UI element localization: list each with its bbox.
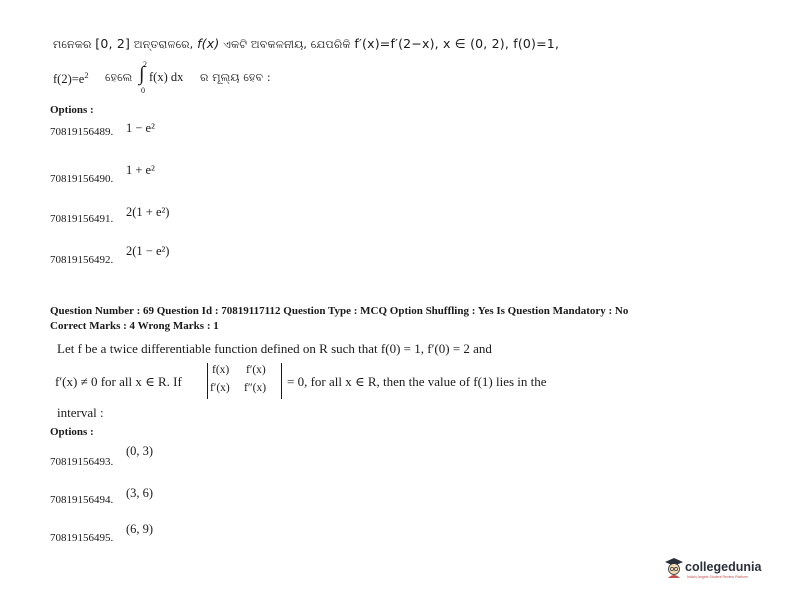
q1-f2-text: f(2)=e — [53, 72, 85, 87]
q1-odia-text: ର ମୂଲ୍ୟ ହେବ : — [200, 71, 271, 84]
option-value[interactable]: 2(1 + e²) — [126, 205, 170, 219]
q1-options-label: Options : — [50, 104, 94, 116]
integral-upper-limit: 2 — [143, 60, 147, 69]
q2-line2-end: = 0, for all x ∈ R, then the value of f(1) lies in the — [287, 374, 547, 389]
determinant — [207, 363, 282, 399]
option-value[interactable]: (0, 3) — [126, 444, 154, 458]
option-value[interactable]: 1 + e² — [126, 163, 155, 177]
det-cell: f(x) — [212, 364, 230, 376]
option-id: 70819156492. — [50, 254, 114, 266]
integral-sign: ∫ — [139, 63, 145, 85]
option-value[interactable]: 2(1 − e²) — [126, 244, 170, 258]
q1-line2 — [53, 60, 353, 96]
q1-odia-text: ମନେକର — [53, 38, 92, 51]
q1-f2 — [53, 70, 89, 87]
option-value[interactable]: 1 − e² — [126, 121, 155, 135]
det-cell: f′(x) — [210, 382, 230, 394]
question-header: Question Number : 69 Question Id : 70819117112 Question Type : MCQ Option Shuffling : Yes Is Question Mandatory : No — [50, 305, 629, 317]
logo-tagline: India's largest Student Review Platform — [687, 575, 748, 579]
q1-odia-text: ଅନ୍ତରାଳରେ, — [133, 38, 194, 51]
integral-lower-limit: 0 — [141, 86, 145, 95]
q1-f2-exponent: 2 — [84, 70, 89, 80]
q1-condition: f′(x)=f′(2−x), x ∈ (0, 2), f(0)=1, — [354, 36, 560, 51]
det-cell: f″(x) — [244, 382, 267, 394]
q1-odia-text: ଏକଟି ଅବକଳନୀୟ, ଯେପରିକି — [223, 38, 351, 51]
q2-line1: Let f be a twice differentiable function defined on R such that f(0) = 1, f′(0) = 2 and — [57, 341, 492, 356]
logo-wordmark: collegedunia — [685, 560, 762, 574]
q1-function: f(x) — [197, 36, 220, 51]
collegedunia-logo — [664, 555, 764, 581]
option-id: 70819156489. — [50, 126, 114, 138]
q1-odia-text: ହେଲେ — [105, 71, 133, 84]
det-cell: f′(x) — [246, 364, 266, 376]
q1-line1 — [53, 36, 559, 52]
graduate-avatar-icon — [664, 557, 684, 579]
option-id: 70819156490. — [50, 173, 114, 185]
q2-line2-start: f′(x) ≠ 0 for all x ∈ R. If — [55, 374, 182, 389]
q2-options-label: Options : — [50, 426, 94, 438]
option-id: 70819156491. — [50, 213, 114, 225]
option-value[interactable]: (6, 9) — [126, 522, 154, 536]
option-value[interactable]: (3, 6) — [126, 486, 154, 500]
option-id: 70819156495. — [50, 532, 114, 544]
q1-integrand: f(x) dx — [149, 70, 184, 84]
q2-line3: interval : — [57, 405, 104, 420]
option-id: 70819156494. — [50, 494, 114, 506]
q1-interval: [0, 2] — [95, 36, 131, 51]
option-id: 70819156493. — [50, 456, 114, 468]
question-marks: Correct Marks : 4 Wrong Marks : 1 — [50, 320, 219, 332]
